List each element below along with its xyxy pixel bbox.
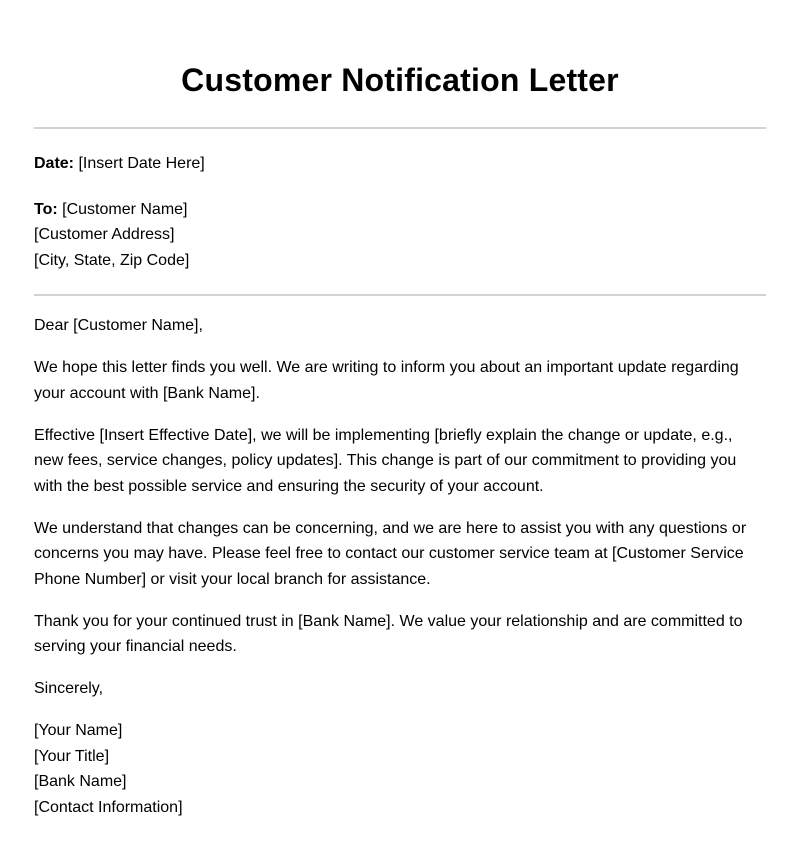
signature-title: [Your Title] xyxy=(34,747,110,765)
closing: Sincerely, xyxy=(34,680,104,697)
to-label: To: xyxy=(34,200,58,218)
body-paragraph-1: We hope this letter finds you well. We are writing to inform you about an important update regarding your account with [Bank Name]. xyxy=(34,359,739,402)
date-label: Date: xyxy=(34,155,75,172)
page-title: Customer Notification Letter xyxy=(181,62,619,98)
signature-contact: [Contact Information] xyxy=(34,798,183,816)
signature-block xyxy=(34,718,766,820)
recipient-address: [Customer Address] xyxy=(34,226,175,243)
date-value: [Insert Date Here] xyxy=(74,155,205,172)
body-paragraph-4: Thank you for your continued trust in [Bank Name]. We value your relationship and are committed to serving your financial needs. xyxy=(34,612,743,655)
recipient-block xyxy=(34,197,766,274)
recipient-city-state-zip: [City, State, Zip Code] xyxy=(34,251,190,269)
section-divider xyxy=(34,294,766,296)
signature-name: [Your Name] xyxy=(34,722,123,739)
recipient-name: [Customer Name] xyxy=(57,200,188,218)
signature-bank: [Bank Name] xyxy=(34,773,127,790)
salutation: Dear [Customer Name], xyxy=(34,317,203,334)
letter-page xyxy=(34,0,766,820)
recipient-name-line xyxy=(34,197,766,223)
body-paragraph-3: We understand that changes can be concerning, and we are here to assist you with any questions or concerns you may have. Please feel free to contact our customer service team at [Customer Service Phone Number] or visit your local branch for assistance. xyxy=(34,519,747,588)
date-line xyxy=(34,151,766,177)
header-divider xyxy=(34,127,766,129)
letter-body xyxy=(34,313,766,820)
body-paragraph-2: Effective [Insert Effective Date], we will be implementing [briefly explain the change or update, e.g., new fees, service changes, policy updates]. This change is part of our commitment to providing you with the best possible service and ensuring the security of your account. xyxy=(34,426,737,495)
